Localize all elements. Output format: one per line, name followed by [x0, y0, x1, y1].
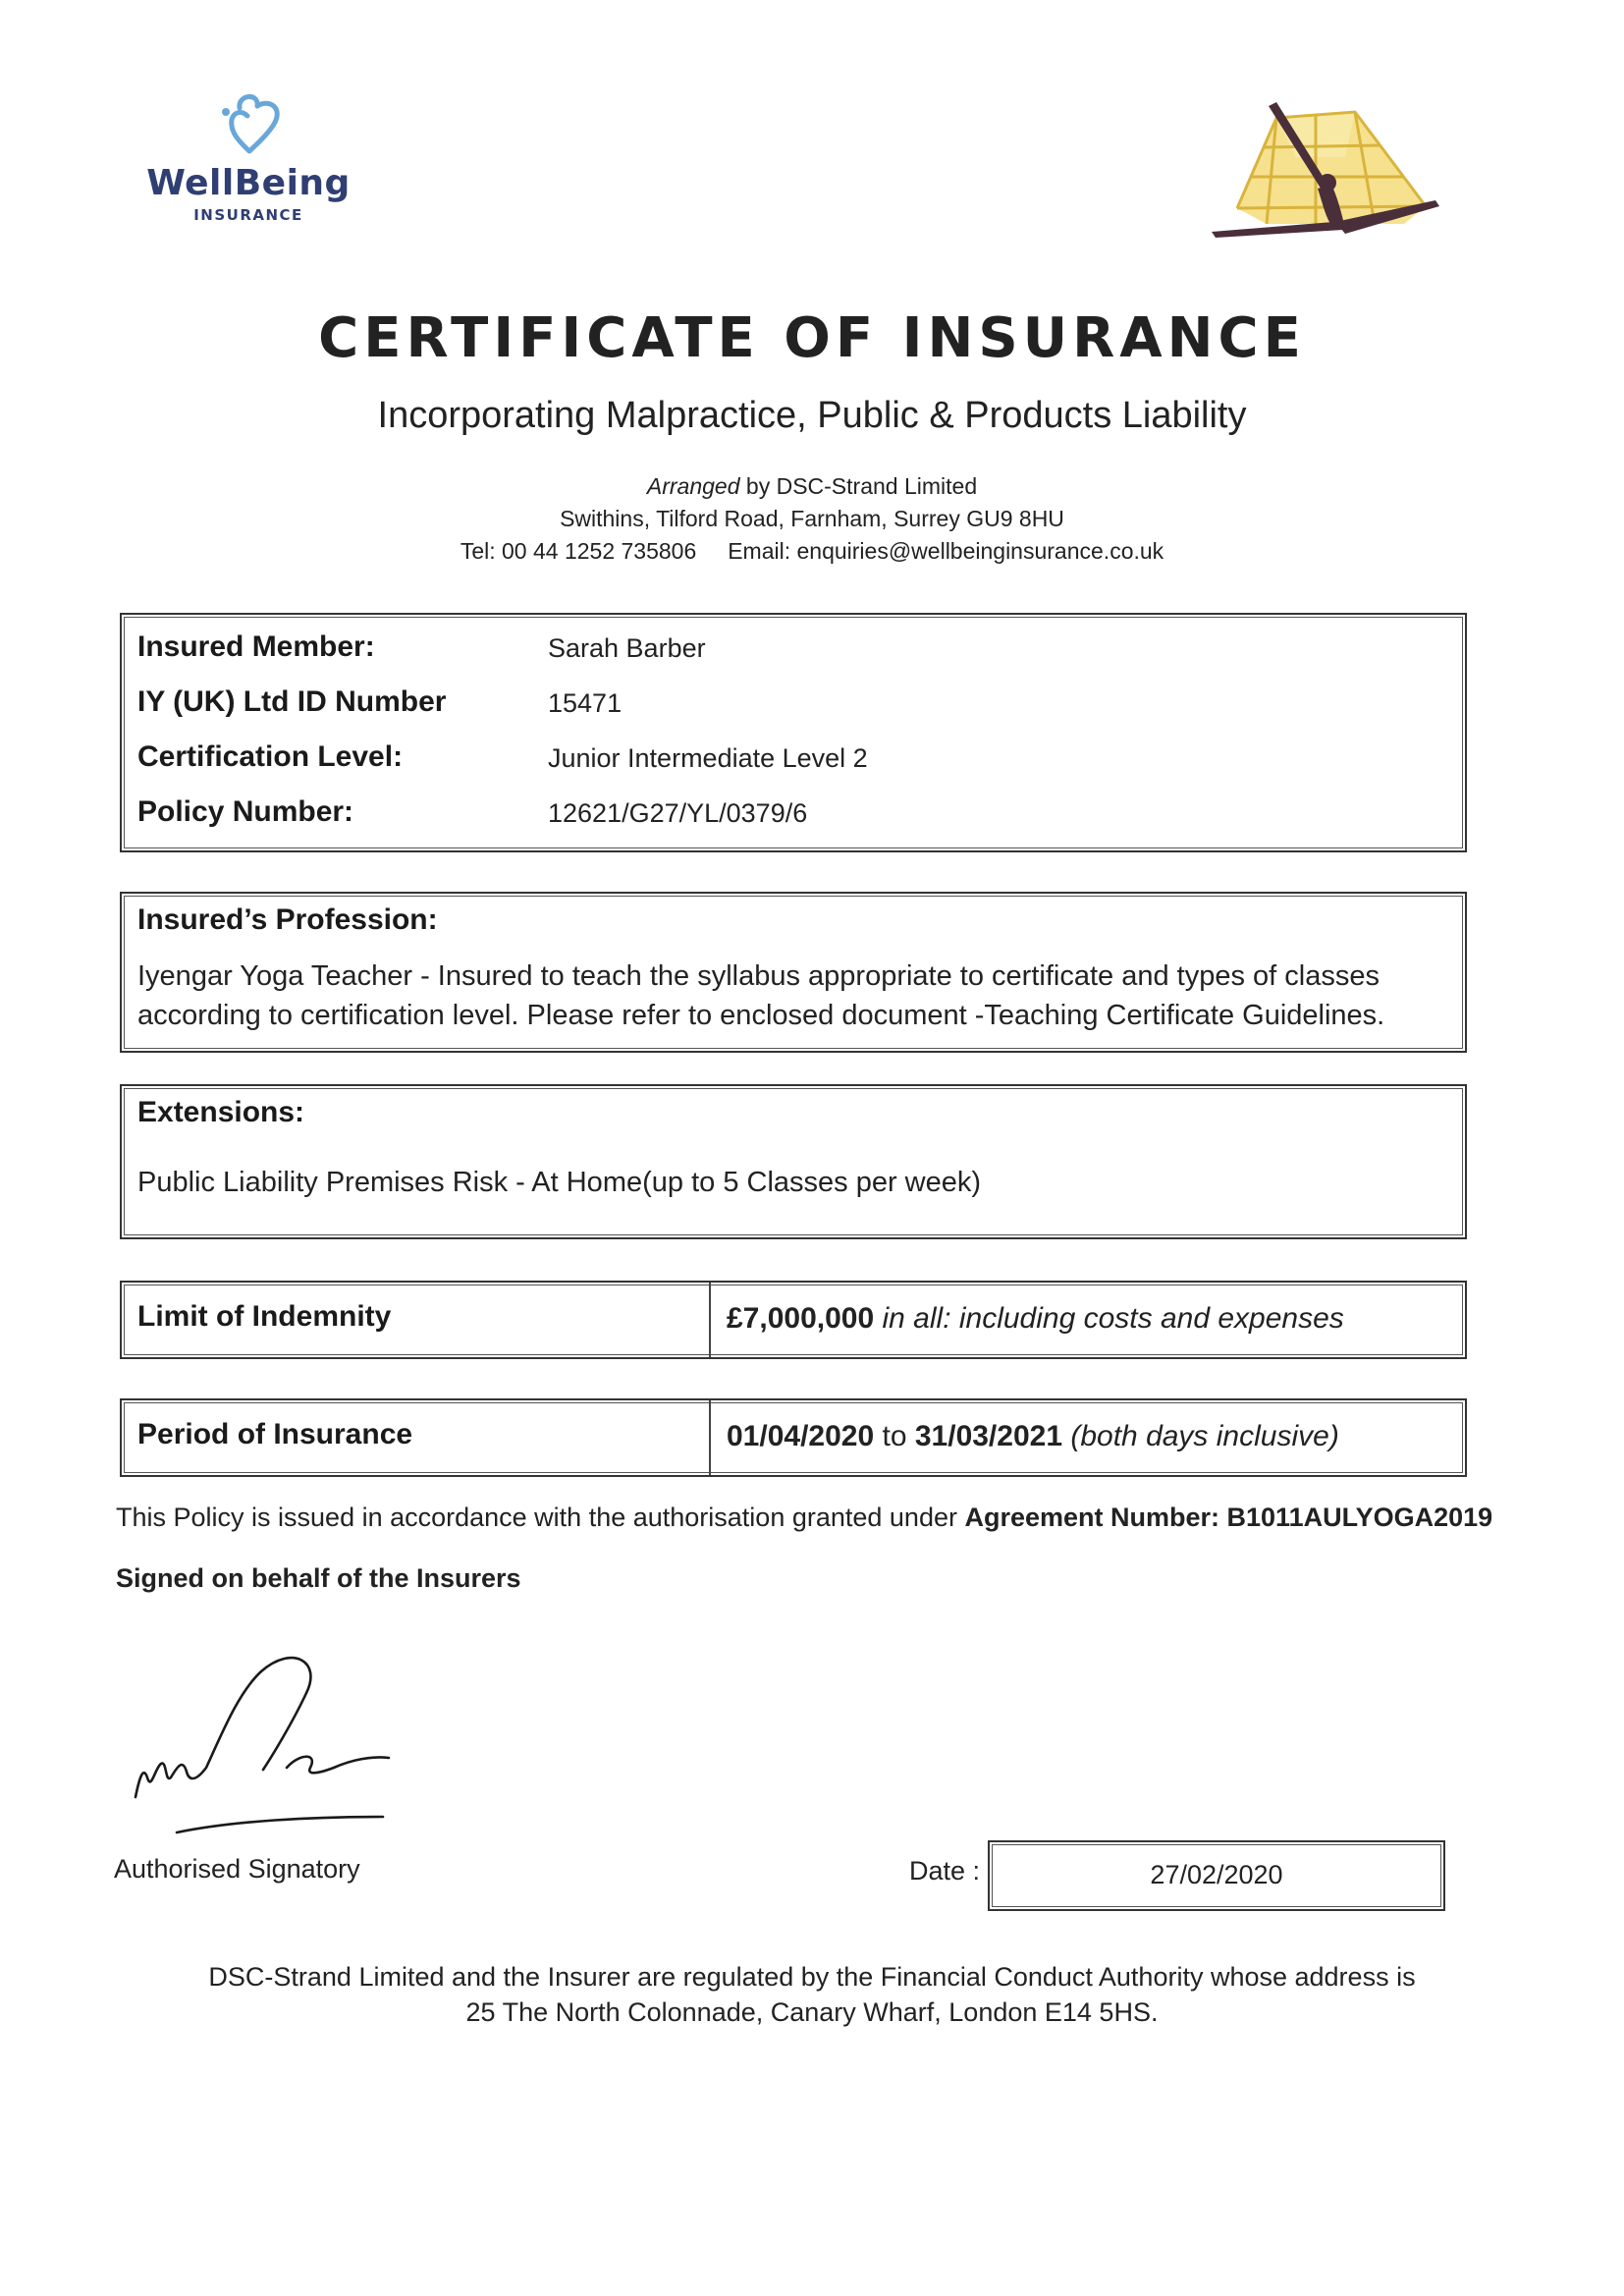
- period-to: to: [874, 1420, 915, 1452]
- member-row: [137, 685, 1449, 725]
- agreement-number: Agreement Number: B1011AULYOGA2019: [964, 1503, 1493, 1532]
- period-start: 01/04/2020: [727, 1420, 875, 1452]
- member-row: [137, 630, 1449, 670]
- certification-level-value: Junior Intermediate Level 2: [548, 743, 868, 773]
- limit-amount: £7,000,000: [727, 1302, 875, 1335]
- contact-line: [0, 538, 1624, 565]
- id-number-value: 15471: [548, 688, 623, 718]
- id-number-label: IY (UK) Ltd ID Number: [137, 685, 447, 718]
- limit-description: in all: including costs and expenses: [874, 1302, 1344, 1335]
- profession-label: Insured’s Profession:: [137, 903, 438, 936]
- authorisation-text: This Policy is issued in accordance with the authorisation granted under: [116, 1503, 965, 1532]
- date-box: [988, 1840, 1445, 1911]
- arranged-prefix: Arranged: [646, 473, 740, 499]
- date-label: Date :: [909, 1856, 981, 1886]
- email: Email: enquiries@wellbeinginsurance.co.uk: [728, 538, 1164, 564]
- authorisation-line: [116, 1503, 1492, 1533]
- brand-name: WellBeing: [146, 163, 351, 203]
- heart-icon: [212, 86, 291, 155]
- authorised-signatory-label: Authorised Signatory: [114, 1854, 360, 1884]
- policy-number-value: 12621/G27/YL/0379/6: [548, 798, 808, 828]
- policy-number-label: Policy Number:: [137, 795, 354, 828]
- certificate-title: CERTIFICATE OF INSURANCE: [318, 306, 1306, 370]
- limit-of-indemnity-box: [120, 1281, 1467, 1359]
- signed-heading: Signed on behalf of the Insurers: [116, 1563, 521, 1593]
- period-of-insurance-box: [120, 1398, 1467, 1477]
- period-label-cell: [122, 1400, 711, 1475]
- member-row: [137, 740, 1449, 780]
- limit-label: Limit of Indemnity: [137, 1300, 392, 1333]
- brand-subtitle: INSURANCE: [193, 206, 303, 224]
- profession-text: Iyengar Yoga Teacher - Insured to teach the syllabus appropriate to certificate and types of classes according to certification level. Please refer to enclosed document -Teaching Certificate Guidelines.: [137, 960, 1385, 1031]
- date-value: 27/02/2020: [1150, 1860, 1283, 1889]
- certification-level-label: Certification Level:: [137, 740, 404, 773]
- period-label: Period of Insurance: [137, 1418, 413, 1450]
- company-address: Swithins, Tilford Road, Farnham, Surrey GU9 8HU: [560, 506, 1064, 531]
- yoga-pose-icon: [1208, 98, 1455, 246]
- arranged-by: [0, 473, 1624, 500]
- limit-label-cell: [122, 1283, 711, 1357]
- certificate-subtitle: Incorporating Malpractice, Public & Products Liability: [377, 395, 1247, 436]
- extensions-box: [120, 1084, 1467, 1239]
- member-label: Insured Member:: [137, 630, 375, 663]
- telephone: Tel: 00 44 1252 735806: [460, 538, 697, 564]
- period-note: (both days inclusive): [1062, 1420, 1339, 1452]
- extensions-text: Public Liability Premises Risk - At Home(up to 5 Classes per week): [137, 1167, 982, 1198]
- period-end: 31/03/2021: [914, 1420, 1063, 1452]
- profession-box: [120, 892, 1467, 1053]
- member-row: [137, 795, 1449, 835]
- limit-value-cell: [711, 1283, 1465, 1357]
- regulatory-notice-line1: DSC-Strand Limited and the Insurer are regulated by the Financial Conduct Authority whose address is: [208, 1962, 1416, 1992]
- wellbeing-logo: [135, 86, 361, 234]
- extensions-label: Extensions:: [137, 1096, 305, 1128]
- signature-image: [126, 1611, 450, 1846]
- period-value-cell: [711, 1400, 1465, 1475]
- member-details-box: [120, 613, 1467, 852]
- regulatory-notice-line2: 25 The North Colonnade, Canary Wharf, London E14 5HS.: [465, 1997, 1159, 2027]
- member-value: Sarah Barber: [548, 633, 706, 663]
- arranged-company: by DSC-Strand Limited: [739, 473, 978, 499]
